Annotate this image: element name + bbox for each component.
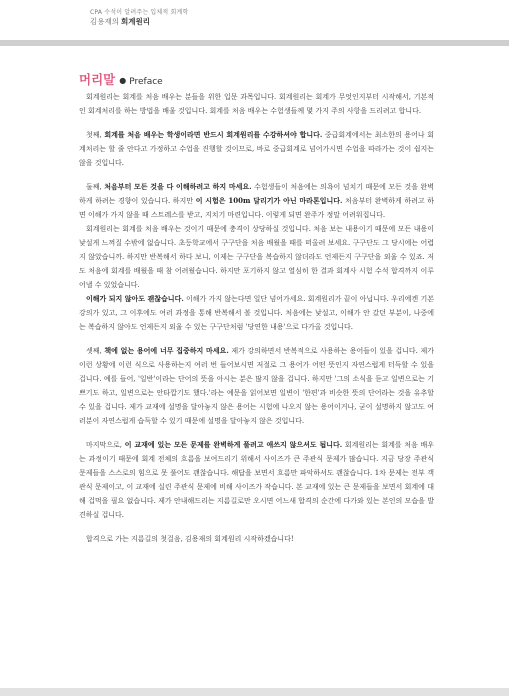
bullet-icon: ●: [119, 76, 127, 85]
title-ko: 머리말: [79, 72, 116, 87]
paragraph-second-b: 회계원리는 회계를 처음 배우는 것이기 때문에 충격이 상당하실 것입니다. 처음 보는 내용이기 때문에 모든 내용이 낯설게 느껴질 수밖에 없습니다. 초등학교에서 구구단을 처음 배웠을 때를 떠올려 보세요. 구구단도 그 당시에는 어렵지 않았습니까. 하지만 반복해서 하다 보니, 이제는 구구단을 복습하지 않더라도 언제든지 구구단을 외울 수 있죠. 저도 처음에 회계를 배웠을 때 참 어려웠습니다. 하지만 포기하지 않고 열심히 한 결과 회계사 시험 수석 합격까지 이루어낼 수 있었습니다.: [79, 225, 434, 289]
preface-body: [79, 90, 434, 546]
paragraph-closing: 합격으로 가는 지름길의 첫걸음, 김용재의 회계원리 시작하겠습니다!: [86, 535, 294, 543]
title-en: Preface: [129, 77, 163, 87]
paragraph-third: 셋째, 책에 없는 용어에 너무 집중하지 마세요. 제가 강의하면서 반복적으로 사용하는 용어들이 있을 겁니다. 제가 이런 상황에 이런 식으로 사용하는지 여러 번 들어보시면 저절로 그 용어가 어떤 뜻인지 자연스럽게 터득할 수 있을 겁니다. 예를 들어, '일반'이라는 단어의 뜻을 아시는 분은 많지 않을 겁니다. 하지만 '그의 소식을 듣고 일변으로는 기쁘기도 하고, 일변으로는 안타깝기도 했다.'라는 예문을 읽어보면 일변이 '한편'과 비슷한 뜻의 단어라는 것을 유추할 수 있을 겁니다. 제가 교재에 설명을 달아놓지 않은 용어는 시험에 나오지 않는 용어이거나, 굳이 설명하지 않고도 여러분이 자연스럽게 습득할 수 있기 때문에 설명을 달아놓지 않은 것입니다.: [79, 346, 434, 425]
header-divider: [0, 40, 509, 46]
author-label: 김용재의: [90, 17, 119, 26]
paragraph-second: 둘째, 처음부터 모든 것을 다 이해하려고 하지 마세요. 수험생들이 처음에는 의욕이 넘치기 때문에 모든 것을 완벽하게 하려는 경향이 있습니다. 하지만 이 시험은 100m 달리기가 아닌 마라톤입니다. 처음부터 완벽하게 하려고 하면 이해가 가지 않을 때 스트레스를 받고, 지치기 마련입니다. 이렇게 되면 완주가 정말 어려워집니다.: [79, 182, 435, 219]
page-title: [79, 70, 163, 88]
book-title: 회계원리: [120, 17, 150, 26]
page-header: [0, 0, 509, 40]
footer-bar: [0, 688, 509, 696]
paragraph-first: 첫째, 회계를 처음 배우는 학생이라면 반드시 회계원리를 수강하셔야 합니다. 중급회계에서는 최소한의 용어나 회계처리는 할 줄 안다고 가정하고 수업을 진행할 것이므로, 바로 중급회계로 넘어가시면 수업을 따라가는 것이 쉽지는 않을 것입니다.: [79, 130, 435, 167]
book-label: [90, 16, 150, 27]
paragraph-second-c: 이해가 되지 않아도 괜찮습니다. 이해가 가지 않는다면 일단 넘어가세요. 회계원리가 끝이 아닙니다. 우리에겐 기본 강의가 있고, 그 이후에도 여러 과정을 통해 반복해서 볼 것입니다. 처음에는 낯설고, 이해가 안 갔던 부분이, 나중에는 복습하지 않아도 언제든지 외울 수 있는 구구단처럼 '당연한 내용'으로 다가올 것입니다.: [79, 294, 434, 331]
series-label: CPA 수석이 알려주는 입체적 회계학: [90, 9, 189, 16]
paragraph-intro: 회계원리는 회계를 처음 배우는 분들을 위한 입문 과목입니다. 회계원리는 회계가 무엇인지부터 시작해서, 기본적인 회계처리를 하는 방법을 배울 것입니다. 회계를 처음 배우는 수험생들께 몇 가지 주의 사항을 드리려고 합니다.: [79, 93, 434, 115]
paragraph-last: 마지막으로, 이 교재에 있는 모든 문제를 완벽하게 풀려고 애쓰지 않으셔도 됩니다. 회계원리는 회계를 처음 배우는 과정이기 때문에 회계 전체의 흐름을 보여드리기 위해서 사이즈가 큰 주관식 문제가 많습니다. 지금 당장 주관식 문제들을 스스로의 힘으로 못 풀어도 괜찮습니다. 해답을 보면서 흐름만 파악하셔도 괜찮습니다. 1차 문제는 전부 객관식 문제이고, 이 교재에 실린 주관식 문제에 비해 사이즈가 작습니다. 본 교재에 있는 큰 문제들을 보면서 회계에 대해 겁먹을 필요 없습니다. 제가 안내해드리는 지름길로만 오시면 어느새 합격의 순간에 다가와 있는 본인의 모습을 발견하실 겁니다.: [79, 440, 434, 519]
